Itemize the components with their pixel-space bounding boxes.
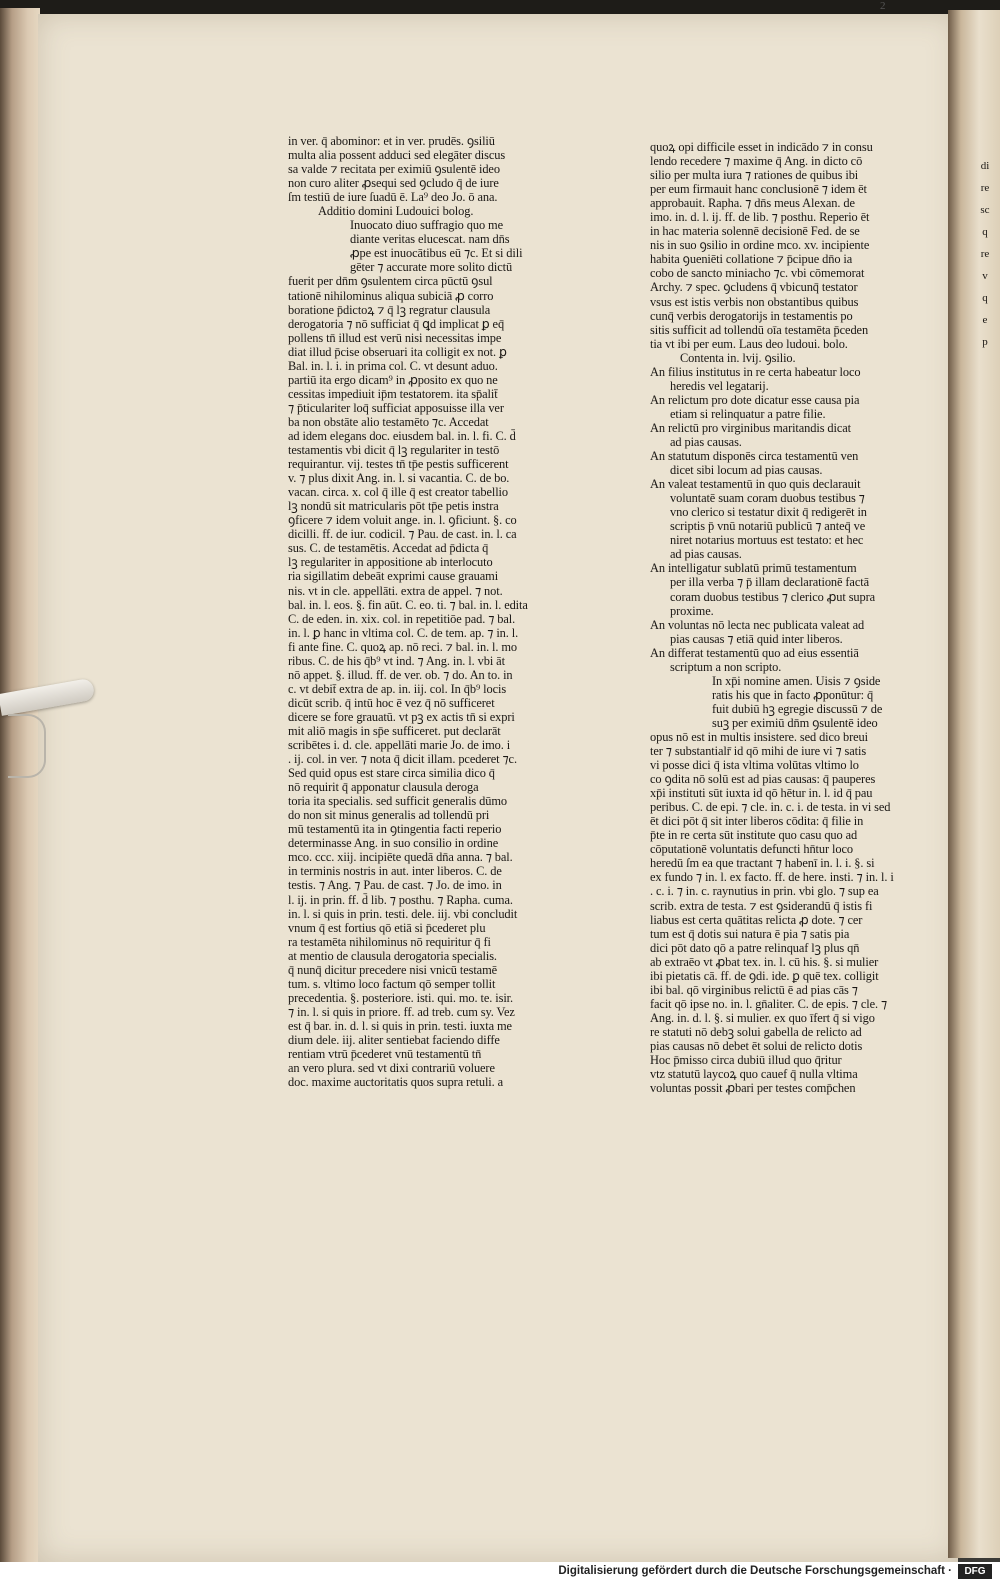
contents-item-line: voluntatē suam coram duobus testibus ⁊ — [670, 491, 865, 506]
text-line: dicere se fore grauatū. vt pꝫ ex actis tn̄ si expri — [288, 709, 515, 724]
text-line: approbauit. Rapha. ⁊ dn̄s meus Alexan. de — [650, 196, 855, 211]
text-line: dicūt scrib. q̄ intū hoc ē vez q̄ nō sufficeret — [288, 695, 495, 710]
text-line: ibi pietatis cā. ff. de ꝯdi. ide. ꝑ quē tex. colligit — [650, 968, 879, 983]
text-line: tia vt ibi per eum. Laus deo ludoui. bolo. — [650, 336, 848, 351]
text-line: vsus est istis verbis non obstantibus quibus — [650, 294, 859, 309]
text-line: facit qō ipse no. in. l. gn̄aliter. C. de epis. ⁊ cle. ⁊ — [650, 996, 888, 1011]
text-line: suꝫ per eximiū dn̄m ꝯsulentē ideo — [712, 715, 878, 730]
text-line: diante veritas elucescat. nam dn̄s — [350, 232, 510, 247]
text-line: ⁊ p̄ticulariter loq̄ sufficiat apposuisse illa ver — [288, 400, 504, 415]
marginal-letter: re — [980, 248, 990, 260]
text-line: est q̄ bar. in. d. l. si quis in prin. testi. iuxta me — [288, 1018, 512, 1033]
text-line: xp̄i instituti sūt iuxta id qō hētur in. l. id q̄ pau — [650, 786, 873, 801]
contents-list — [650, 365, 942, 674]
right-column-top-text — [650, 140, 942, 365]
folio-mark: 2 — [880, 0, 886, 12]
contents-item-line: An differat testamentū quo ad eius essentiā — [650, 645, 859, 660]
text-line: ratis his que in facto ꝓponūtur: q̄ — [712, 687, 874, 702]
text-line: scribētes i. d. cle. appellāti marie Jo. de imo. i — [288, 738, 511, 753]
text-line: Hoc p̄misso circa dubiū illud quo q̄ritur — [650, 1053, 842, 1068]
contents-item-line: An relictum pro dote dicatur esse causa pia — [650, 392, 860, 407]
text-line: mū testamentū ita in ꝯtingentia facti reperio — [288, 822, 502, 837]
contents-heading: Contenta in. lvij. ꝯsilio. — [680, 350, 796, 365]
next-page-marginal-letters — [972, 155, 998, 353]
contents-item-line: An relictū pro virginibus maritandis dicat — [650, 420, 852, 435]
text-line: ⁊ in. l. si quis in priore. ff. ad treb. cum sy. Vez — [288, 1004, 515, 1019]
contents-item-line: An statutum disponēs circa testamentū ven — [650, 449, 859, 464]
text-line: lꝫ nondū sit matricularis pōt tp̄e petis instra — [288, 499, 499, 514]
text-line: testis. ⁊ Ang. ⁊ Pau. de cast. ⁊ Jo. de imo. in — [288, 878, 502, 893]
text-line: lꝫ regulariter in appositione ab interlocuto — [288, 555, 493, 570]
consilium-body-text — [650, 674, 942, 1095]
contents-item-line: scriptis p̄ vnū notariū publicū ⁊ anteq̄ ve — [670, 519, 866, 534]
text-line: precedentia. §. posteriore. isti. qui. mo. te. isir. — [288, 990, 514, 1005]
text-line: opus nō est in multis insistere. sed dico breui — [650, 729, 868, 744]
text-line: ibi bal. qō virginibus relictū ē ad pias cās ⁊ — [650, 982, 858, 997]
text-line: vnum q̄ est fortius qō etiā si p̄cederet plu — [288, 920, 486, 935]
text-line: voluntas possit ꝓbari per testes comp̄chen — [650, 1081, 856, 1096]
marginal-letter: v — [982, 270, 988, 282]
text-line: ra testamēta nihilominus nō requiritur q̄ fi — [288, 934, 491, 949]
text-line: boratione p̄dictoꝝ ⁊ q̄ lꝫ regratur clausula — [288, 302, 491, 317]
text-line: an vero plura. sed vt dixi contrariū voluere — [288, 1061, 495, 1076]
contents-item-line: scriptum a non scripto. — [670, 659, 782, 674]
text-line: partiū ita ergo dicam⁹ in ꝓposito ex quo ne — [288, 372, 498, 387]
text-line: lendo recedere ⁊ maxime q̄ Ang. in dicto cō — [650, 154, 863, 169]
text-line: liabus est certa quātitas relicta ꝓ dote. ⁊ cer — [650, 912, 863, 927]
text-line: vi posse dici q̄ ista vltima volūtas vltimo lo — [650, 758, 859, 773]
text-line: dium dele. iij. aliter sentiebat faciendo diffe — [288, 1033, 500, 1047]
marginal-letter: e — [982, 314, 988, 326]
contents-item — [650, 365, 942, 393]
left-text-column — [288, 134, 578, 1089]
contents-item-line: heredis vel legatarij. — [670, 378, 769, 393]
text-line: ter ⁊ substantialr̄ id qō mihi de iure vi ⁊ satis — [650, 744, 867, 759]
text-line: per eum firmauit hanc conclusionē ⁊ idem ēt — [650, 182, 867, 197]
text-line: rentiam vtrū p̄cederet vnū testamentū tn̄ — [288, 1047, 482, 1062]
contents-item-line: pias causas ⁊ etiā quid inter liberos. — [670, 631, 843, 646]
contents-item-line: An intelligatur sublatū primū testamentum — [650, 561, 857, 576]
text-line: in. l. si quis in prin. testi. dele. iij. vbi concludit — [288, 906, 518, 921]
contents-item-line: ad pias causas. — [670, 547, 742, 562]
text-line: scrib. extra de testa. ⁊ est ꝯsiderandū q̄ istis fi — [650, 898, 873, 913]
text-line: nis in suo ꝯsilio in ordine mco. xv. incipiente — [650, 238, 870, 253]
text-line: fuit dubiū hꝫ egregie discussū ⁊ de — [712, 701, 883, 716]
text-line: co ꝯdita nō solū est ad pias causas: q̄ pauperes — [650, 772, 876, 787]
text-line: habita ꝯueniēti collatione ⁊ p̄cipue dn̄o ia — [650, 252, 853, 267]
text-line: ēt dici pōt q̄ sit inter liberos cōdita: q̄ filie in — [650, 814, 864, 829]
text-line: heredū ſm ea que tractant ⁊ habenī in. l. i. §. si — [650, 856, 875, 871]
dfg-logo: DFG — [958, 1564, 992, 1579]
marginal-letter: q — [982, 226, 988, 238]
contents-item-line: An filius institutus in re certa habeatur loco — [650, 364, 861, 379]
text-line: sitis sufficit ad tollendū oīa testamēta p̄ceden — [650, 322, 869, 337]
text-line: imo. in. d. l. ij. ff. de lib. ⁊ posthu. Reperio ēt — [650, 210, 870, 225]
text-line: Ang. in. d. l. §. si mulier. ex quo īfert q̄ si vigo — [650, 1010, 875, 1025]
text-line: ꝯficere ⁊ idem voluit ange. in. l. ꝯficiunt. §. co — [288, 513, 517, 528]
text-line: fuerit per dn̄m ꝯsulentem circa pūctū ꝯsul — [288, 274, 493, 289]
text-line: determinasse Ang. in suo consilio in ordine — [288, 836, 499, 851]
contents-item-line: vno clerico si testatur dixit q̄ redigerēt in — [670, 505, 867, 520]
text-line: Bal. in. l. i. in prima col. C. vt desunt aduo. — [288, 358, 498, 373]
text-line: tationē nihilominus aliqua subiciā ꝓ corro — [288, 288, 494, 303]
text-line: c. vt debit̄ extra de ap. in. iij. col. In q̄b⁹ locis — [288, 681, 507, 696]
text-line: cobo de sancto miniacho ⁊c. vbi cōmemorat — [650, 266, 865, 281]
text-line: ba non obstāte alio testamēto ⁊c. Accedat — [288, 414, 489, 429]
text-line: in terminis nostris in aut. inter liberos. C. de — [288, 864, 502, 879]
contents-item — [650, 477, 942, 561]
text-line: diat illud p̄cise obseruari ita colligit ex not. ꝑ — [288, 344, 507, 359]
text-line: non curo aliter ꝓsequi sed ꝯcludo q̄ de iure — [288, 176, 499, 191]
text-line: mit aliō magis in sp̄e sufficeret. put declarāt — [288, 723, 501, 738]
text-line: re statuti nō debꝫ solui gabella de relicto ad — [650, 1024, 862, 1039]
right-text-column — [650, 140, 942, 1095]
contents-item-line: coram duobus testibus ⁊ clerico ꝓut supra — [670, 589, 876, 604]
text-line: fi ante fine. C. quoꝝ ap. nō reci. ⁊ bal. in. l. mo — [288, 639, 518, 654]
text-line: testamentis vbi dicit q̄ lꝫ regulariter in testō — [288, 443, 500, 458]
text-line: pollens tn̄ illud est verū nisi necessitas impe — [288, 330, 502, 345]
text-line: pias causas nō debet ēt solui de relicto dotis — [650, 1039, 863, 1053]
text-line: sus. C. de testamētis. Accedat ad p̄dicta q̄ — [288, 541, 489, 556]
contents-item-line: proxime. — [670, 603, 714, 618]
marginal-letter: p — [982, 336, 988, 348]
text-line: multa alia possent adduci sed elegāter discus — [288, 148, 506, 163]
text-line: C. de eden. in. xix. col. in repetitiōe pad. ⁊ bal. — [288, 611, 516, 626]
text-line: Inuocato diuo suffragio quo me — [350, 218, 503, 233]
text-line: p̄te in re certa sūt institute quo casu quo ad — [650, 828, 858, 843]
text-line: ſm testiū de iure ſuadū ē. La⁹ deo Jo. ō ana. — [288, 190, 498, 205]
text-line: cunq̄ verbis derogatorijs in testamentis po — [650, 308, 853, 323]
contents-item-line: dicet sibi locum ad pias causas. — [670, 463, 823, 478]
contents-item — [650, 393, 942, 421]
text-line: ex fundo ⁊ in. l. ex facto. ff. de here. insti. ⁊ in. l. i — [650, 870, 894, 885]
text-line: dici pōt dato qō a patre relinquaf lꝫ plus qn̄ — [650, 940, 860, 955]
contents-item — [650, 449, 942, 477]
text-line: v. ⁊ plus dixit Ang. in. l. si vacantia. C. de bo. — [288, 471, 510, 486]
text-line: bal. in. l. eos. §. fin aūt. C. eo. ti. ⁊ bal. in. l. edita — [288, 597, 528, 612]
text-line: vtz statutū laycoꝝ quo cauef q̄ nulla vltima — [650, 1067, 858, 1082]
text-line: requirantur. vij. testes tn̄ tp̄e pestis sufficerent — [288, 457, 509, 472]
book-page-edges-left — [0, 8, 40, 1573]
text-line: at mentio de clausula derogatoria specialis. — [288, 948, 497, 963]
contents-item-line: etiam si relinquatur a patre filie. — [670, 406, 826, 421]
text-line: silio per multa iura ⁊ rationes de quibus ibi — [650, 168, 859, 183]
contents-item — [650, 618, 942, 646]
text-line: tum. s. vltimo loco factum qō semper tollit — [288, 976, 496, 991]
marginal-letter: di — [980, 160, 990, 172]
contents-item — [650, 561, 942, 617]
text-line: quoꝝ opi difficile esset in indicādo ⁊ in consu — [650, 140, 873, 154]
funding-notice: Digitalisierung gefördert durch die Deutsche Forschungsgemeinschaft · — [558, 1565, 952, 1577]
text-line: in hac materia solennē decisionē Fed. de se — [650, 224, 860, 239]
text-line: ria sigillatim debeāt exprimi cause grauami — [288, 569, 499, 584]
text-line: nō appet. §. illud. ff. de ver. ob. ⁊ do. An to. in — [288, 667, 513, 682]
text-line: in ver. q̄ abominor: et in ver. prudēs. ꝯsiliū — [288, 134, 495, 148]
text-line: doc. maxime auctoritatis quos supra retuli. a — [288, 1075, 504, 1090]
marginal-letter: sc — [980, 204, 990, 216]
marginal-letter: q — [982, 292, 988, 304]
contents-item-line: per illa verba ⁊ p̄ illam declarationē factā — [670, 575, 869, 590]
text-line: q̄ nunq̄ dicitur precedere nisi vnicū testamē — [288, 962, 498, 977]
text-line: nis. vt in cle. appellāti. extra de appel. ⁊ not. — [288, 583, 503, 598]
marginal-letter: re — [980, 182, 990, 194]
text-line: gēter ⁊ accurate more solito dictū — [350, 260, 513, 275]
contents-item — [650, 421, 942, 449]
page-clip — [8, 714, 46, 778]
text-line: sa valde ⁊ recitata per eximiū ꝯsulentē ideo — [288, 162, 500, 177]
text-line: nō requirit q̄ apponatur clausula deroga — [288, 780, 479, 795]
text-line: Sed quid opus est stare circa similia dico q̄ — [288, 766, 495, 781]
text-line: . c. i. ⁊ in. c. raynutius in prin. vbi glo. ⁊ sup ea — [650, 884, 879, 899]
additio-heading: Additio domini Ludouici bolog. — [318, 204, 474, 219]
text-line: In xp̄i nomine amen. Uisis ⁊ ꝯside — [712, 673, 881, 688]
text-line: ad idem elegans doc. eiusdem bal. in. l. fi. C. d̄ — [288, 428, 516, 443]
text-line: ab extraēo vt ꝓbat tex. in. l. cū his. §. si mulier — [650, 954, 879, 969]
text-line: do non sit minus generalis ad tollendū pri — [288, 808, 490, 823]
contents-item-line: An valeat testamentū in quo quis declarauit — [650, 477, 861, 492]
text-line: toria ita specialis. sed sufficit generalis dūmo — [288, 794, 507, 809]
text-line: . ij. col. in ver. ⁊ nota q̄ dicit illam. pcederet ⁊c. — [288, 752, 517, 767]
text-line: in. l. ꝑ hanc in vltima col. C. de tem. ap. ⁊ in. l. — [288, 625, 519, 640]
text-line: cōputationē voluntatis defuncti hn̄tur loco — [650, 842, 853, 857]
contents-item-line: An voluntas nō lecta nec publicata valeat ad — [650, 617, 865, 632]
contents-item — [650, 646, 942, 674]
text-line: vacan. circa. x. col q̄ ille q̄ est creator tabellio — [288, 485, 508, 500]
contents-item-line: ad pias causas. — [670, 434, 742, 449]
text-line: ribus. C. de his q̄b⁹ vt ind. ⁊ Ang. in. l. vbi āt — [288, 653, 505, 668]
text-line: mco. ccc. xiij. incipiēte quedā dn̄a anna. ⁊ bal. — [288, 850, 513, 865]
text-line: ꝓpe est inuocātibus eū ⁊c. Et si dili — [350, 246, 523, 261]
text-line: cessitas impediuit ip̄m testatorem. ita sp̄alit̄ — [288, 386, 498, 401]
text-line: derogatoria ⁊ nō sufficiat q̄ ꝗd implicat ꝑ eq̄ — [288, 316, 505, 331]
text-line: Archy. ⁊ spec. ꝯcludens q̄ vbicunq̄ testator — [650, 280, 858, 295]
text-line: l. ij. in prin. ff. d̄ lib. ⁊ posthu. ⁊ Rapha. cuma. — [288, 892, 513, 907]
text-line: dicilli. ff. de iur. codicil. ⁊ Pau. de cast. in. l. ca — [288, 527, 517, 542]
text-line: tum est q̄ dotis sui natura ē pia ⁊ satis pia — [650, 926, 850, 941]
contents-item-line: niret notarius mortuus est testato: et hec — [670, 533, 864, 548]
text-line: peribus. C. de epi. ⁊ cle. in. c. i. de testa. in vi sed — [650, 800, 891, 815]
